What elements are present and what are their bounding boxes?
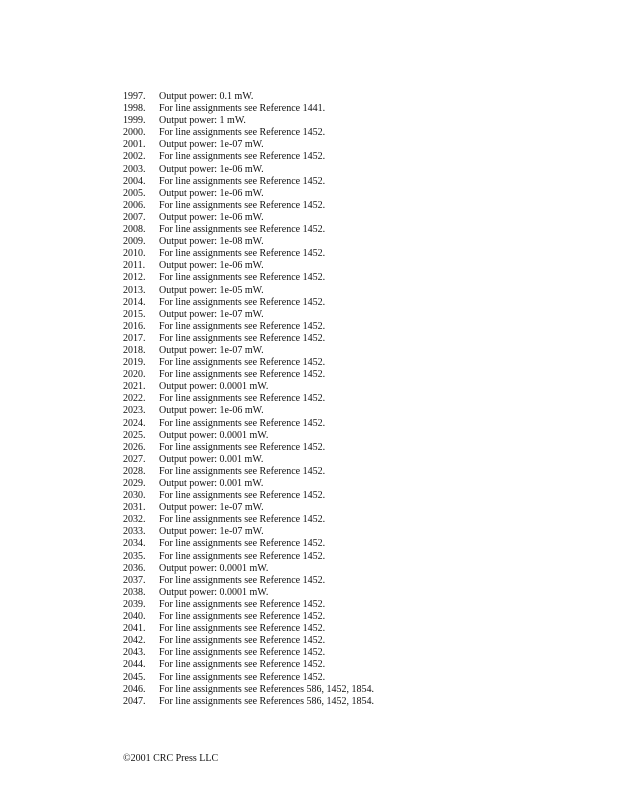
note-text: Output power: 1e-07 mW. — [159, 139, 264, 151]
note-text: Output power: 0.0001 mW. — [159, 562, 269, 574]
note-number: 2044. — [123, 659, 146, 671]
note-text: For line assignments see Reference 1452. — [159, 465, 326, 477]
note-item — [123, 418, 374, 430]
note-item — [123, 563, 374, 575]
note-item — [123, 466, 374, 478]
note-item — [123, 684, 374, 696]
note-item — [123, 635, 374, 647]
note-item — [123, 587, 374, 599]
note-item — [123, 224, 374, 236]
copyright-footer: ©2001 CRC Press LLC — [123, 753, 219, 764]
note-item — [123, 647, 374, 659]
note-number: 2030. — [123, 490, 146, 502]
note-number: 2024. — [123, 417, 146, 429]
note-item — [123, 248, 374, 260]
note-item — [123, 285, 374, 297]
note-text: Output power: 0.1 mW. — [159, 91, 254, 102]
note-number: 2002. — [123, 151, 146, 163]
note-item — [123, 115, 374, 127]
note-item — [123, 672, 374, 684]
notes-list — [123, 91, 374, 708]
note-item — [123, 176, 374, 188]
note-number: 2005. — [123, 187, 146, 199]
note-text: For line assignments see Reference 1452. — [159, 393, 326, 405]
note-item — [123, 357, 374, 369]
note-text: For line assignments see Reference 1452. — [159, 272, 326, 284]
note-text: For line assignments see Reference 1452. — [159, 369, 326, 381]
note-item — [123, 164, 374, 176]
note-number: 2015. — [123, 308, 146, 320]
note-number: 2033. — [123, 526, 146, 538]
note-item — [123, 139, 374, 151]
note-text: For line assignments see Reference 1452. — [159, 417, 326, 429]
note-text: For line assignments see Reference 1452. — [159, 671, 326, 683]
note-number: 2042. — [123, 635, 146, 647]
note-text: For line assignments see Reference 1452. — [159, 175, 326, 187]
note-number: 2000. — [123, 127, 146, 139]
note-text: Output power: 0.0001 mW. — [159, 586, 269, 598]
note-item — [123, 599, 374, 611]
note-item — [123, 502, 374, 514]
note-text: Output power: 1e-06 mW. — [159, 405, 264, 417]
note-number: 2035. — [123, 550, 146, 562]
note-number: 1999. — [123, 115, 146, 127]
note-text: For line assignments see Reference 1452. — [159, 332, 326, 344]
note-item — [123, 272, 374, 284]
note-item — [123, 200, 374, 212]
note-number: 2009. — [123, 236, 146, 248]
note-number: 2046. — [123, 683, 146, 695]
note-number: 2006. — [123, 199, 146, 211]
note-number: 2025. — [123, 429, 146, 441]
note-item — [123, 345, 374, 357]
note-number: 1998. — [123, 103, 146, 115]
note-text: Output power: 0.0001 mW. — [159, 381, 269, 393]
note-text: Output power: 1e-06 mW. — [159, 163, 264, 175]
note-item — [123, 381, 374, 393]
note-number: 2038. — [123, 586, 146, 598]
note-text: For line assignments see Reference 1452. — [159, 623, 326, 635]
note-item — [123, 309, 374, 321]
note-text: Output power: 0.001 mW. — [159, 453, 264, 465]
note-item — [123, 514, 374, 526]
note-number: 2018. — [123, 344, 146, 356]
note-item — [123, 333, 374, 345]
note-item — [123, 430, 374, 442]
note-number: 2010. — [123, 248, 146, 260]
note-text: Output power: 1e-07 mW. — [159, 502, 264, 514]
note-number: 2017. — [123, 332, 146, 344]
note-number: 2043. — [123, 647, 146, 659]
note-text: For line assignments see References 586, 1452, 1854. — [159, 695, 374, 707]
note-item — [123, 478, 374, 490]
note-number: 2001. — [123, 139, 146, 151]
note-text: For line assignments see Reference 1452. — [159, 647, 326, 659]
note-item — [123, 526, 374, 538]
note-number: 2036. — [123, 562, 146, 574]
note-item — [123, 551, 374, 563]
note-text: For line assignments see Reference 1452. — [159, 199, 326, 211]
note-number: 2026. — [123, 441, 146, 453]
note-text: Output power: 1e-07 mW. — [159, 344, 264, 356]
note-number: 1997. — [123, 91, 146, 102]
note-text: For line assignments see Reference 1452. — [159, 127, 326, 139]
note-text: For line assignments see Reference 1441. — [159, 103, 326, 115]
note-text: For line assignments see Reference 1452. — [159, 320, 326, 332]
note-text: For line assignments see Reference 1452. — [159, 296, 326, 308]
note-number: 2020. — [123, 369, 146, 381]
note-item — [123, 236, 374, 248]
note-number: 2040. — [123, 611, 146, 623]
note-item — [123, 623, 374, 635]
note-number: 2045. — [123, 671, 146, 683]
note-number: 2016. — [123, 320, 146, 332]
note-text: For line assignments see Reference 1452. — [159, 151, 326, 163]
note-text: Output power: 1 mW. — [159, 115, 246, 127]
note-item — [123, 212, 374, 224]
note-text: For line assignments see Reference 1452. — [159, 611, 326, 623]
note-text: For line assignments see References 586, 1452, 1854. — [159, 683, 374, 695]
note-text: For line assignments see Reference 1452. — [159, 550, 326, 562]
note-number: 2022. — [123, 393, 146, 405]
note-item — [123, 188, 374, 200]
note-item — [123, 442, 374, 454]
note-item — [123, 405, 374, 417]
note-number: 2047. — [123, 695, 146, 707]
note-number: 2039. — [123, 598, 146, 610]
note-item — [123, 91, 374, 103]
note-text: For line assignments see Reference 1452. — [159, 598, 326, 610]
note-number: 2011. — [123, 260, 146, 272]
note-text: For line assignments see Reference 1452. — [159, 441, 326, 453]
note-text: Output power: 0.001 mW. — [159, 478, 264, 489]
note-text: Output power: 1e-06 mW. — [159, 260, 264, 272]
note-text: For line assignments see Reference 1452. — [159, 574, 326, 586]
note-item — [123, 696, 374, 708]
note-number: 2004. — [123, 175, 146, 187]
note-number: 2031. — [123, 502, 146, 514]
note-text: For line assignments see Reference 1452. — [159, 514, 326, 526]
note-number: 2013. — [123, 284, 146, 296]
note-text: For line assignments see Reference 1452. — [159, 490, 326, 502]
note-item — [123, 538, 374, 550]
note-text: For line assignments see Reference 1452. — [159, 248, 326, 260]
note-text: For line assignments see Reference 1452. — [159, 635, 326, 647]
note-text: Output power: 1e-05 mW. — [159, 284, 264, 296]
note-text: For line assignments see Reference 1452. — [159, 538, 326, 550]
note-item — [123, 260, 374, 272]
note-item — [123, 490, 374, 502]
note-text: Output power: 1e-07 mW. — [159, 308, 264, 320]
note-text: Output power: 0.0001 mW. — [159, 429, 269, 441]
note-number: 2032. — [123, 514, 146, 526]
note-text: Output power: 1e-08 mW. — [159, 236, 264, 248]
note-item — [123, 611, 374, 623]
note-text: Output power: 1e-07 mW. — [159, 526, 264, 538]
note-text: Output power: 1e-06 mW. — [159, 211, 264, 223]
note-number: 2021. — [123, 381, 146, 393]
note-number: 2034. — [123, 538, 146, 550]
note-number: 2023. — [123, 405, 146, 417]
note-text: For line assignments see Reference 1452. — [159, 357, 326, 369]
note-number: 2037. — [123, 574, 146, 586]
note-item — [123, 369, 374, 381]
note-item — [123, 127, 374, 139]
note-number: 2027. — [123, 453, 146, 465]
note-number: 2008. — [123, 224, 146, 236]
note-text: Output power: 1e-06 mW. — [159, 187, 264, 199]
note-item — [123, 151, 374, 163]
note-item — [123, 454, 374, 466]
note-item — [123, 659, 374, 671]
note-number: 2012. — [123, 272, 146, 284]
note-number: 2007. — [123, 211, 146, 223]
note-number: 2003. — [123, 163, 146, 175]
note-number: 2019. — [123, 357, 146, 369]
note-item — [123, 321, 374, 333]
note-item — [123, 103, 374, 115]
note-item — [123, 297, 374, 309]
note-number: 2028. — [123, 465, 146, 477]
note-text: For line assignments see Reference 1452. — [159, 659, 326, 671]
note-number: 2014. — [123, 296, 146, 308]
note-item — [123, 575, 374, 587]
note-item — [123, 393, 374, 405]
note-text: For line assignments see Reference 1452. — [159, 224, 326, 236]
note-number: 2029. — [123, 478, 146, 489]
note-number: 2041. — [123, 623, 146, 635]
